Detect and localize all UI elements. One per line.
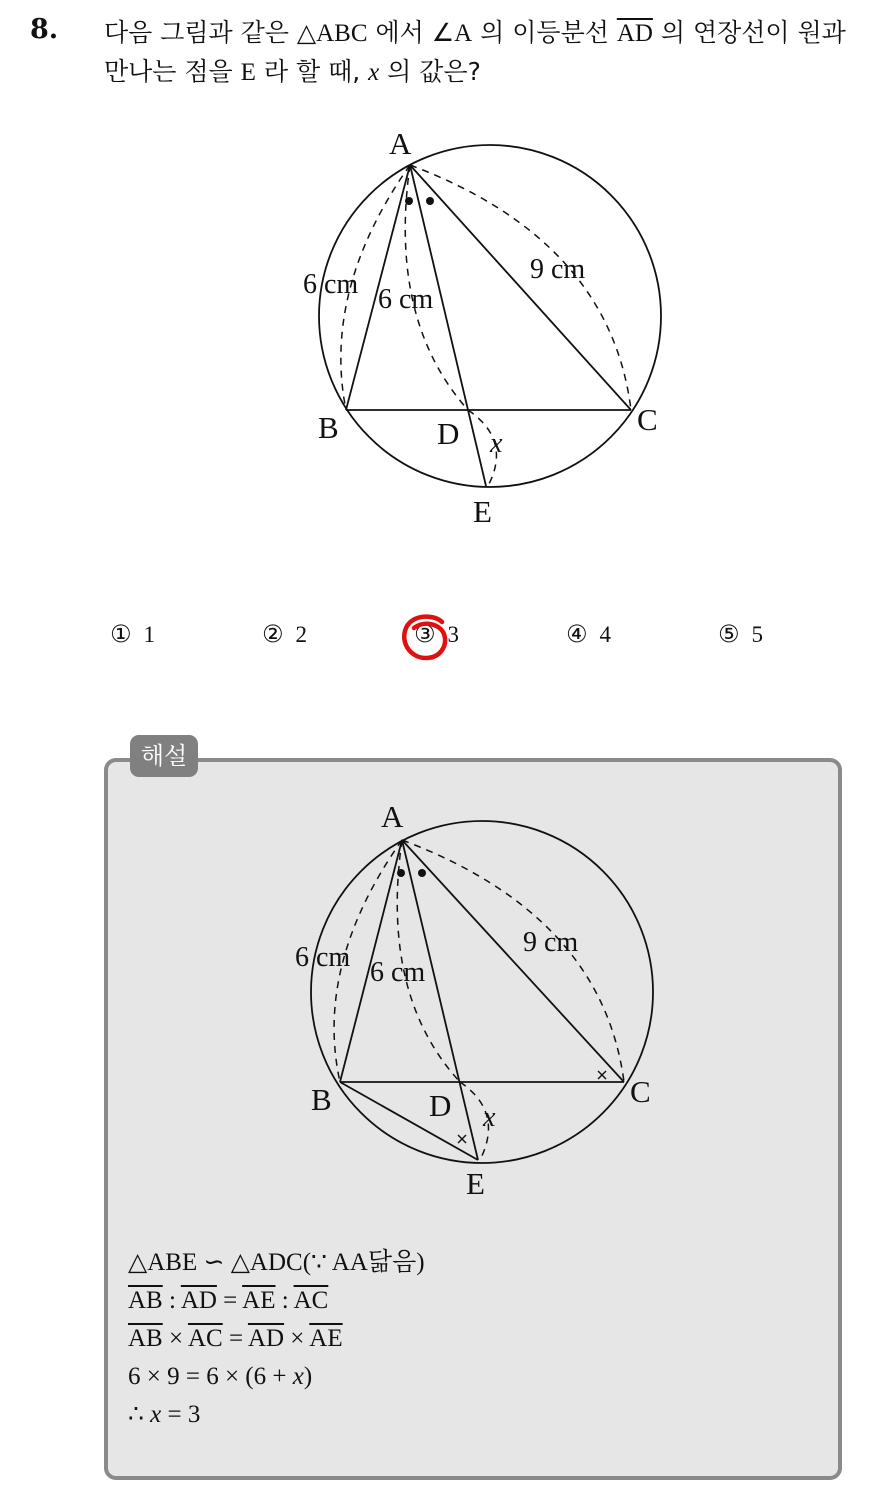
angle-a: ∠A — [431, 20, 473, 47]
label-c: C — [637, 402, 658, 437]
solution-figure — [0, 780, 884, 1220]
length-ad: 6 cm — [378, 284, 434, 315]
segment-ad: $\overline{AD}$ — [247, 1325, 285, 1352]
angle-mark-cross-e — [458, 1135, 466, 1143]
segment-ac: $\overline{AC}$ — [187, 1325, 223, 1352]
choice-mark: ② — [262, 620, 284, 648]
times: × — [162, 1325, 188, 1352]
label-c: C — [630, 1074, 651, 1109]
label-d: D — [437, 416, 460, 451]
choice-2[interactable] — [262, 620, 307, 648]
solution-steps — [128, 1244, 425, 1434]
label-d: D — [429, 1088, 452, 1123]
segment-be — [340, 1082, 478, 1160]
choice-value: 2 — [295, 622, 308, 647]
choice-value: 4 — [599, 622, 612, 647]
label-x: x — [483, 1102, 496, 1133]
label-a: A — [389, 126, 412, 161]
label-e: E — [466, 1166, 485, 1201]
triangle-abe: △ABE — [128, 1249, 198, 1276]
solution-equation — [128, 1358, 425, 1396]
equals: = — [222, 1325, 248, 1352]
label-x: x — [490, 428, 503, 459]
question-number: 8. — [30, 14, 59, 45]
solution-ratio — [128, 1282, 425, 1320]
question-text-part: 의 값은? — [379, 57, 481, 86]
length-ad: 6 cm — [370, 957, 426, 988]
point-e: E — [240, 59, 256, 86]
choice-mark: ① — [110, 620, 132, 648]
question-figure — [0, 0, 884, 560]
similar-symbol: ∽ — [197, 1249, 231, 1276]
variable-x: x — [292, 1363, 304, 1390]
question-text-part: 다음 그림과 같은 — [104, 18, 297, 47]
choice-1[interactable] — [110, 620, 155, 648]
choice-5[interactable] — [718, 620, 763, 648]
triangle-adc: △ADC — [230, 1249, 303, 1276]
angle-mark-dot — [418, 869, 426, 877]
segment-ac — [410, 165, 631, 410]
similarity-reason: (∵ AA닮음) — [302, 1249, 425, 1276]
length-ac: 9 cm — [523, 927, 579, 958]
choice-value: 1 — [143, 622, 156, 647]
question-text-part: 에서 — [367, 18, 432, 47]
question-text-part: 의 연장선이 원과 만나는 점을 — [104, 18, 846, 86]
label-b: B — [318, 410, 339, 445]
segment-ad: $\overline{AD}$ — [180, 1287, 217, 1314]
segment-ab: $\overline{AB}$ — [128, 1287, 163, 1314]
question-text-part: 의 이등분선 — [472, 18, 617, 47]
solution-answer — [128, 1396, 425, 1434]
colon: : — [275, 1287, 294, 1314]
solution-tab: 해설 — [130, 735, 198, 777]
label-a: A — [381, 799, 404, 834]
segment-ac: $\overline{AC}$ — [293, 1287, 329, 1314]
choice-4[interactable] — [566, 620, 611, 648]
equation-rhs: ) — [303, 1363, 313, 1390]
segment-ae: $\overline{AE}$ — [242, 1287, 276, 1314]
choice-mark: ⑤ — [718, 620, 740, 648]
length-ac: 9 cm — [530, 254, 586, 285]
choice-mark: ③ — [414, 620, 436, 648]
choice-value: 3 — [447, 622, 460, 647]
segment-ae: $\overline{AE}$ — [309, 1325, 343, 1352]
angle-mark-dot — [426, 197, 434, 205]
selected-answer-circle — [398, 610, 458, 666]
angle-mark-dot — [397, 869, 405, 877]
choice-value: 5 — [751, 622, 764, 647]
times: × — [284, 1325, 310, 1352]
angle-mark-dot — [405, 197, 413, 205]
segment-ac — [402, 840, 624, 1082]
segment-ad: $\overline{AD}$ — [616, 20, 653, 47]
therefore-symbol: ∴ — [128, 1401, 151, 1428]
colon: : — [162, 1287, 181, 1314]
segment-ab: $\overline{AB}$ — [128, 1325, 163, 1352]
label-e: E — [473, 494, 492, 529]
equation-lhs: 6 × 9 = 6 × (6 + — [128, 1363, 293, 1390]
question-text-part: 라 할 때, — [255, 57, 369, 86]
answer-value: = 3 — [161, 1401, 201, 1428]
variable-x: x — [368, 59, 380, 86]
solution-similarity — [128, 1244, 425, 1282]
choice-mark: ④ — [566, 620, 588, 648]
length-ab: 6 cm — [303, 269, 359, 300]
equals: = — [216, 1287, 243, 1314]
length-ab: 6 cm — [295, 942, 351, 973]
triangle-abc: △ABC — [296, 20, 368, 47]
solution-product — [128, 1320, 425, 1358]
angle-mark-cross-c — [598, 1071, 606, 1079]
label-b: B — [311, 1082, 332, 1117]
variable-x: x — [150, 1401, 162, 1428]
